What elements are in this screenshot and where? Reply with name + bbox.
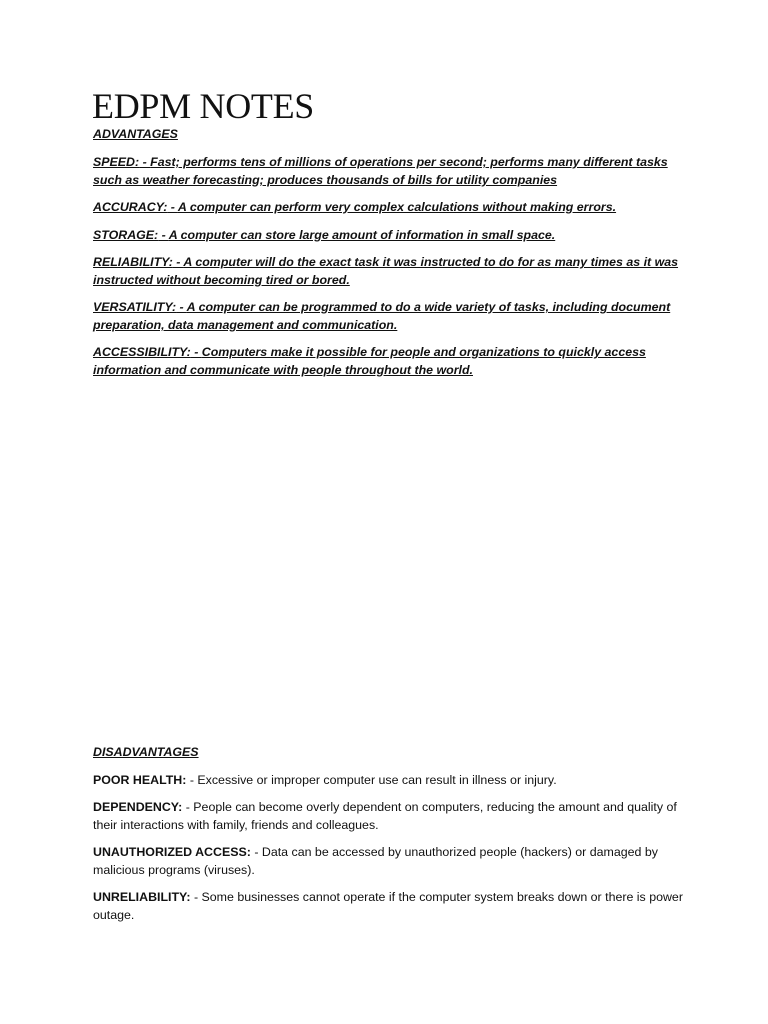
advantage-description: A computer can perform very complex calculations without making errors.: [177, 200, 617, 214]
disadvantage-item-unreliability: [93, 888, 683, 924]
separator: -: [158, 228, 169, 242]
disadvantage-term: UNRELIABILITY:: [93, 890, 191, 904]
separator: -: [139, 155, 151, 169]
disadvantage-description: Excessive or improper computer use can result in illness or injury.: [197, 773, 557, 787]
advantage-term: VERSATILITY:: [93, 300, 177, 314]
separator: -: [186, 773, 198, 787]
separator: -: [176, 300, 187, 314]
disadvantage-item-dependency: [93, 798, 683, 834]
advantages-heading: ADVANTAGES: [93, 127, 178, 141]
separator: -: [172, 255, 184, 269]
advantage-description: A computer will do the exact task it was instructed to do for as many times as it was instructed without becoming tired or bored.: [93, 255, 679, 287]
disadvantage-term: UNAUTHORIZED ACCESS:: [93, 845, 251, 859]
separator: -: [190, 345, 202, 359]
document-title: EDPM NOTES: [92, 86, 315, 126]
advantage-item-accessibility: [93, 343, 683, 379]
advantage-item-storage: [93, 226, 683, 244]
advantage-description: A computer can be programmed to do a wide variety of tasks, including document preparation, data management and communication.: [93, 300, 671, 332]
advantage-term: RELIABILITY:: [93, 255, 173, 269]
advantage-term: ACCESSIBILITY:: [93, 345, 191, 359]
disadvantage-term: POOR HEALTH:: [93, 773, 187, 787]
advantage-item-accuracy: [93, 198, 683, 216]
advantage-description: Fast; performs tens of millions of operations per second; performs many different tasks such as weather forecasting; produces thousands of bills for utility companies: [93, 155, 668, 187]
disadvantage-description: Data can be accessed by unauthorized people (hackers) or damaged by malicious programs (viruses).: [93, 845, 658, 877]
disadvantage-term: DEPENDENCY:: [93, 800, 183, 814]
disadvantage-description: Some businesses cannot operate if the computer system breaks down or there is power outage.: [93, 890, 683, 922]
separator: -: [190, 890, 202, 904]
disadvantage-item-poor-health: [93, 771, 683, 789]
advantage-description: Computers make it possible for people and organizations to quickly access information and communicate with people throughout the world.: [93, 345, 646, 377]
disadvantages-heading: DISADVANTAGES: [93, 745, 199, 759]
disadvantage-item-unauthorized-access: [93, 843, 683, 879]
advantage-item-speed: [93, 153, 683, 189]
advantage-item-versatility: [93, 298, 683, 334]
disadvantage-description: People can become overly dependent on computers, reducing the amount and quality of their interactions with family, friends and colleagues.: [93, 800, 677, 832]
advantage-term: ACCURACY:: [93, 200, 168, 214]
advantage-term: SPEED:: [93, 155, 140, 169]
separator: -: [182, 800, 194, 814]
separator: -: [167, 200, 178, 214]
advantage-description: A computer can store large amount of information in small space.: [168, 228, 556, 242]
advantage-item-reliability: [93, 253, 683, 289]
advantage-term: STORAGE:: [93, 228, 159, 242]
separator: -: [250, 845, 262, 859]
